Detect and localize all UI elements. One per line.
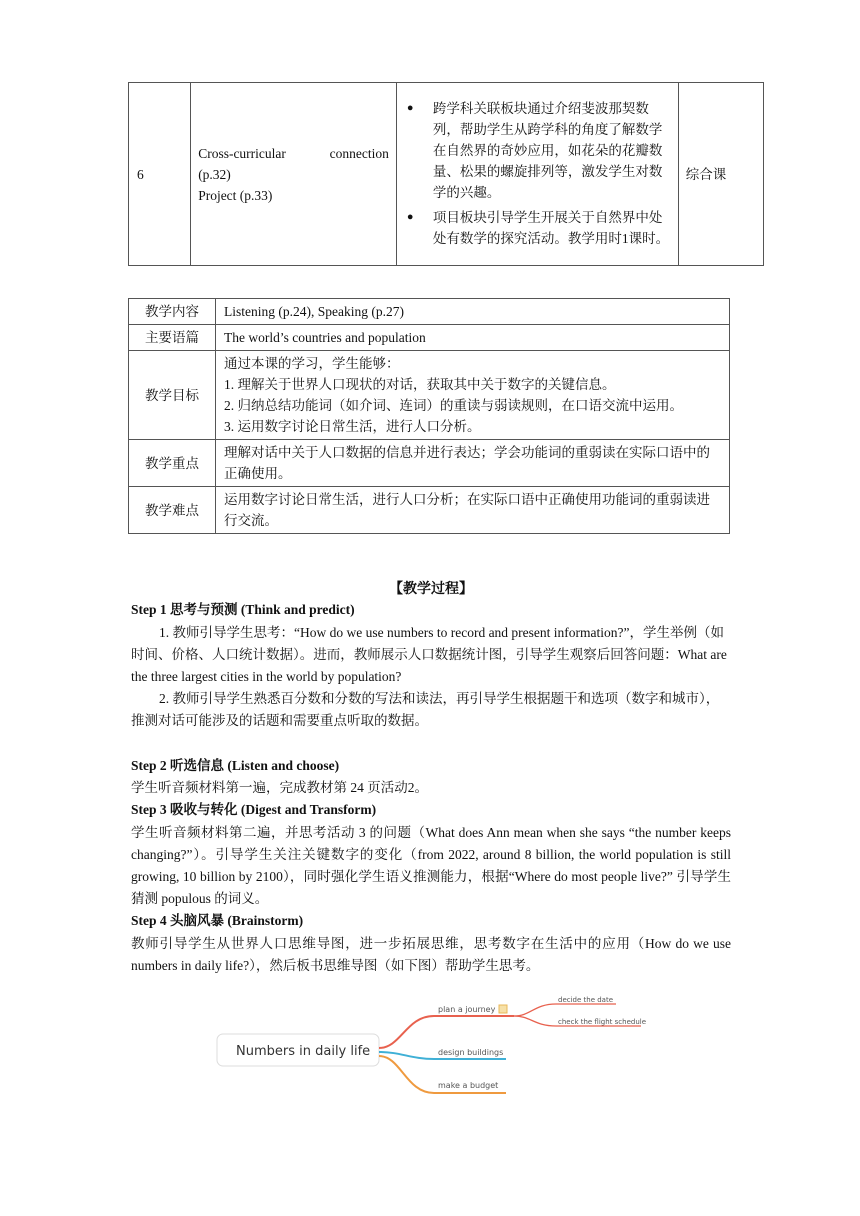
list-item xyxy=(403,207,672,249)
step4-title: Step 4 头脑风暴 (Brainstorm) xyxy=(131,913,304,928)
lesson-number: 6 xyxy=(129,83,191,266)
journey-branch-line xyxy=(379,1016,514,1048)
step2-paragraph: 学生听音频材料第一遍，完成教材第 24 页活动2。 xyxy=(131,780,428,795)
mind-map-child-flight: check the flight schedule xyxy=(558,1018,646,1026)
bullet-text: 跨学科关联板块通过介绍斐波那契数列，帮助学生从跨学科的角度了解数学在自然界的奇妙应用，如花朵的花瓣数量、松果的螺旋排列等，激发学生对数学的兴趣。 xyxy=(432,100,663,200)
row-value: The world’s countries and population xyxy=(216,325,730,351)
lesson-content-line xyxy=(198,143,389,164)
step3-paragraph: 学生听音频材料第二遍，并思考活动 3 的问题（What does Ann mean when she says “the number keeps changing?”）。引导学生关注关键数字的变化（from 2022, around 8 billion, the world population is still growing, 10 billion by 2100），同时强化学生语义推测能力，根据“Where do most people live?” 引导学生猜测 populous 的词义。 xyxy=(131,825,731,906)
list-item xyxy=(403,98,672,203)
bullet-text: 项目板块引导学生开展关于自然界中处处有数学的探究活动。教学用时1课时。 xyxy=(432,209,670,246)
lesson-type: 综合课 xyxy=(678,83,763,266)
lesson-content-page: (p.32) xyxy=(198,166,231,182)
table-row xyxy=(129,325,730,351)
objective-line: 2. 归纳总结功能词（如介词、连词）的重读与弱读规则，在口语交流中运用。 xyxy=(224,398,683,413)
lesson-plan-table xyxy=(128,82,764,266)
lesson-content-cell xyxy=(191,83,397,266)
row-value: Listening (p.24), Speaking (p.27) xyxy=(216,299,730,325)
table-row xyxy=(129,351,730,440)
mind-map-root: Numbers in daily life xyxy=(236,1044,371,1059)
mind-map-branch-design: design buildings xyxy=(438,1048,504,1057)
step3-title: Step 3 吸收与转化 (Digest and Transform) xyxy=(131,802,377,817)
objective-line: 3. 运用数字讨论日常生活，进行人口分析。 xyxy=(224,419,481,434)
mind-map-branch-journey: plan a journey xyxy=(438,1005,496,1014)
step1-paragraph-2: 2. 教师引导学生熟悉百分数和分数的写法和读法，再引导学生根据题干和选项（数字和城市），推测对话可能涉及的话题和需要重点听取的数据。 xyxy=(131,691,720,728)
mind-map-child-date: decide the date xyxy=(558,996,614,1004)
mind-map xyxy=(216,996,646,1096)
row-label: 主要语篇 xyxy=(129,325,216,351)
step1-paragraph-1: 1. 教师引导学生思考：“How do we use numbers to record and present information?”，学生举例（如时间、价格、人口统计数据）。进而，教师展示人口数据统计图，引导学生观察后回答问题：What are the three largest cities in the world by population? xyxy=(131,625,727,684)
table-row xyxy=(129,299,730,325)
lesson-content-text: Cross-curricular xyxy=(198,145,286,161)
note-icon xyxy=(499,1005,507,1013)
mind-map-branch-budget: make a budget xyxy=(438,1081,499,1090)
lesson-project: Project (p.33) xyxy=(198,187,273,203)
teaching-info-table xyxy=(128,298,730,534)
row-label: 教学内容 xyxy=(129,299,216,325)
table-row xyxy=(129,487,730,534)
bullet-icon: ● xyxy=(406,101,414,114)
row-label: 教学难点 xyxy=(129,487,216,534)
step1-title: Step 1 思考与预测 (Think and predict) xyxy=(131,602,355,617)
section-heading: 【教学过程】 xyxy=(389,582,473,597)
objective-line: 通过本课的学习，学生能够： xyxy=(224,356,400,371)
lesson-content-text: connection xyxy=(329,145,389,161)
objective-line: 1. 理解关于世界人口现状的对话，获取其中关于数字的关键信息。 xyxy=(224,377,616,392)
journey-child-line xyxy=(514,1004,616,1016)
lesson-description-cell xyxy=(396,83,678,266)
row-value: 理解对话中关于人口数据的信息并进行表达；学会功能词的重弱读在实际口语中的正确使用。 xyxy=(216,440,730,487)
row-label: 教学目标 xyxy=(129,351,216,440)
bullet-icon: ● xyxy=(406,210,414,223)
row-label: 教学重点 xyxy=(129,440,216,487)
step4-paragraph: 教师引导学生从世界人口思维导图，进一步拓展思维，思考数字在生活中的应用（How do we use numbers in daily life?），然后板书思维导图（如下图）帮助学生思考。 xyxy=(131,936,731,973)
step2-title: Step 2 听选信息 (Listen and choose) xyxy=(131,758,340,773)
row-value xyxy=(216,351,730,440)
row-value: 运用数字讨论日常生活，进行人口分析；在实际口语中正确使用功能词的重弱读进行交流。 xyxy=(216,487,730,534)
table-row xyxy=(129,83,764,266)
table-row xyxy=(129,440,730,487)
